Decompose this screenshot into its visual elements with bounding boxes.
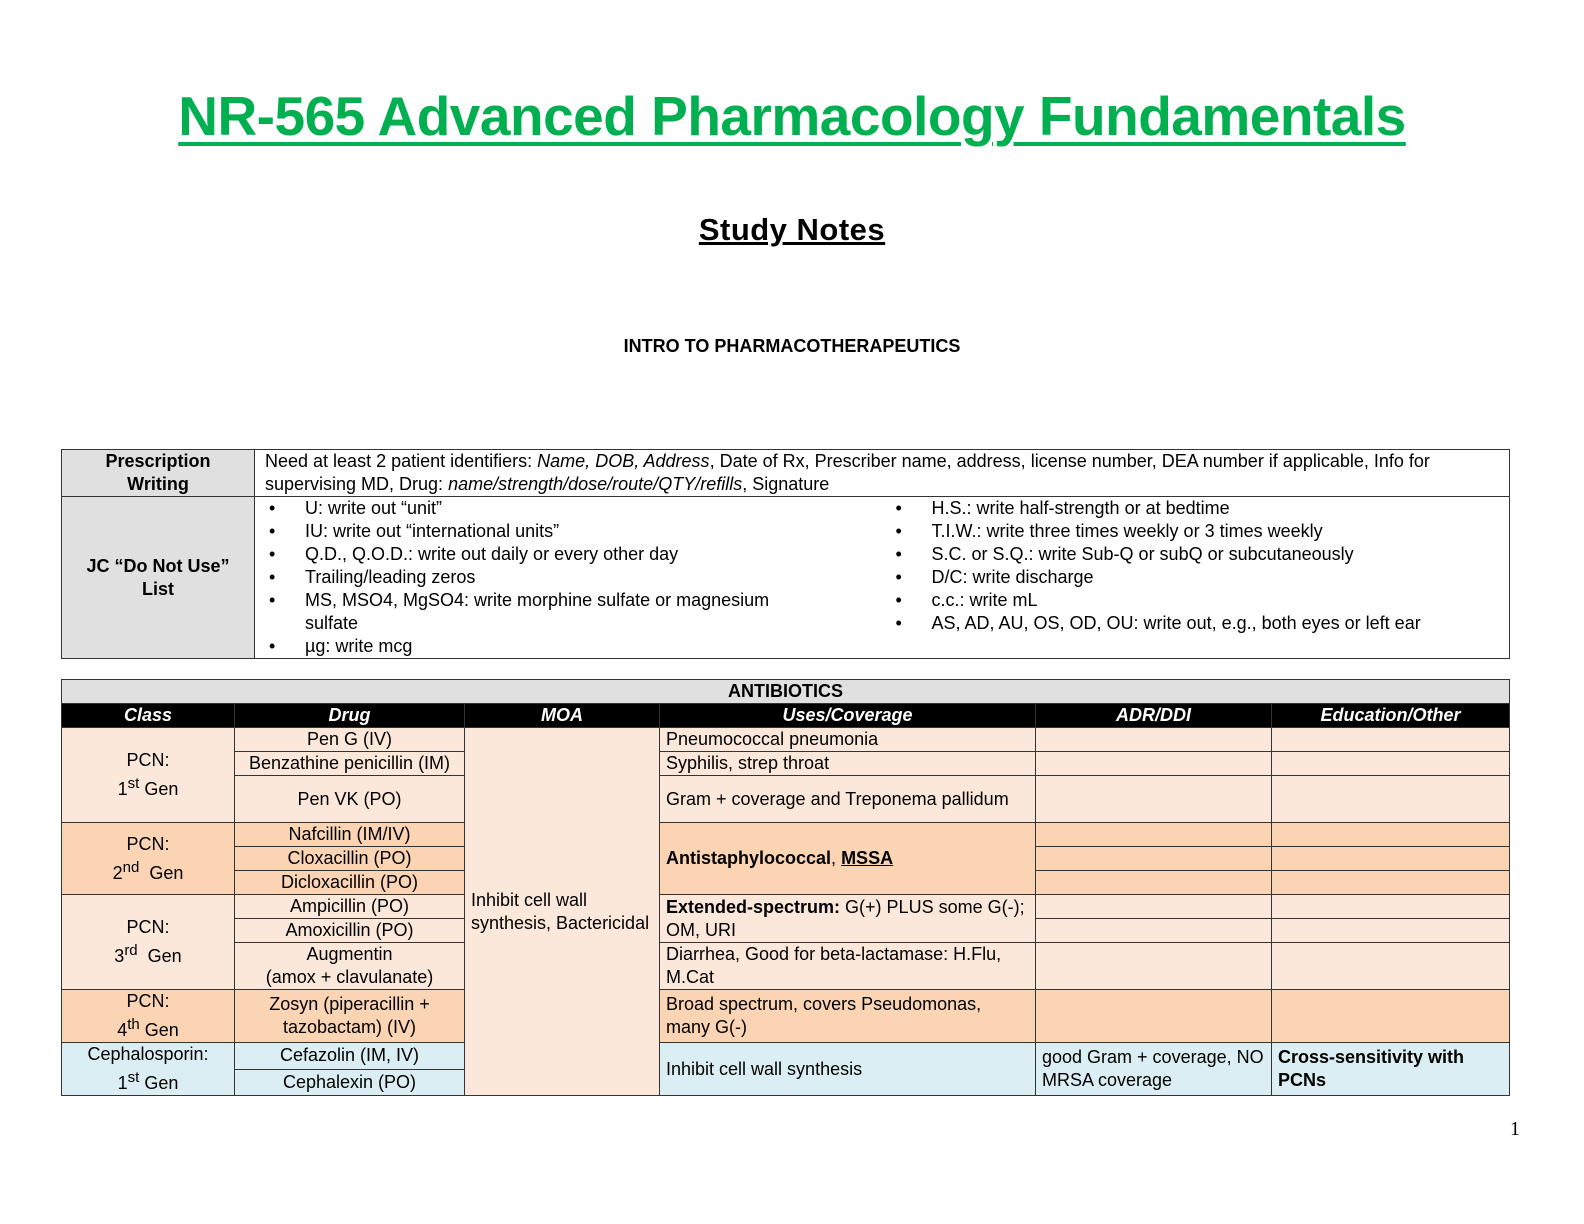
prescription-text-5: , Signature (742, 474, 830, 494)
jc-item: • µg: write mcg (265, 635, 876, 658)
table-row (62, 823, 1510, 847)
gen-word: Gen (139, 862, 184, 883)
gen-word: Gen (139, 1020, 179, 1040)
drug-cell: Cephalexin (PO) (235, 1069, 465, 1096)
table-row (62, 895, 1510, 919)
jc-item: • IU: write out “international units” (265, 520, 876, 543)
jc-row (62, 497, 1510, 659)
prescription-text-2: Name, DOB, Address (537, 451, 710, 471)
uses-cell: Gram + coverage and Treponema pallidum (660, 776, 1036, 823)
drug-cell: Pen G (IV) (235, 728, 465, 752)
adr-cell (1036, 847, 1272, 871)
document-subtitle: Study Notes (698, 212, 886, 247)
gen-number: 1 (117, 779, 128, 799)
drug-cell: Zosyn (piperacillin + tazobactam) (IV) (235, 990, 465, 1043)
jc-label-line2: List (141, 578, 174, 599)
gen-number: 4 (117, 1020, 128, 1040)
class-generation (68, 1066, 228, 1095)
jc-item: • Trailing/leading zeros (265, 566, 876, 589)
adr-cell (1036, 919, 1272, 943)
class-generation (68, 1013, 228, 1042)
gen-word: Gen (139, 779, 179, 799)
class-pcn-3rd-gen (62, 895, 235, 990)
drug-cell: Benzathine penicillin (IM) (235, 752, 465, 776)
jc-item: • c.c.: write mL (892, 589, 1504, 612)
uses-ceph: good Gram + coverage, NO MRSA coverage (1036, 1043, 1272, 1096)
drug-cell: Pen VK (PO) (235, 776, 465, 823)
table-row (62, 776, 1510, 823)
jc-right-list (882, 497, 1510, 659)
document-title: NR-565 Advanced Pharmacology Fundamentals (178, 85, 1406, 147)
gen-word: Gen (137, 946, 182, 966)
jc-left-list (255, 497, 882, 659)
adr-cell (1036, 871, 1272, 895)
drug-cell: Cloxacillin (PO) (235, 847, 465, 871)
jc-item: • MS, MSO4, MgSO4: write morphine sulfate or magnesium sulfate (265, 589, 825, 635)
class-generation (68, 939, 228, 968)
col-header-adr: ADR/DDI (1036, 704, 1272, 728)
adr-cell (1036, 823, 1272, 847)
gen-suffix: th (127, 1016, 140, 1033)
uses-cell: Diarrhea, Good for beta-lactamase: H.Flu, M.Cat (660, 943, 1036, 990)
col-header-class: Class (62, 704, 235, 728)
uses-antistaph (660, 823, 1036, 895)
class-label: Cephalosporin: (87, 1044, 209, 1064)
moa-pcn: Inhibit cell wall synthesis, Bactericidal (465, 728, 660, 1096)
jc-label (62, 497, 255, 659)
gen-suffix: st (127, 775, 140, 792)
prescription-label-line2: Writing (127, 474, 189, 494)
prescription-text-1: Need at least 2 patient identifiers: (265, 451, 538, 471)
adr-cell (1036, 752, 1272, 776)
gen-suffix: nd (122, 858, 140, 876)
jc-item: • D/C: write discharge (892, 566, 1504, 589)
uses-antistaph-sep: , (831, 848, 842, 868)
class-label: PCN: (126, 991, 170, 1011)
section-heading: INTRO TO PHARMACOTHERAPEUTICS (623, 336, 961, 356)
education-cell (1272, 943, 1510, 990)
adr-cell (1036, 990, 1272, 1043)
drug-cell: Cefazolin (IM, IV) (235, 1043, 465, 1070)
adr-cell (1036, 943, 1272, 990)
jc-item: • Q.D., Q.O.D.: write out daily or every other day (265, 543, 876, 566)
prescription-label (62, 450, 255, 497)
drug-augmentin-detail: (amox + clavulanate) (265, 967, 434, 987)
gen-suffix: rd (124, 942, 138, 959)
uses-cell: Pneumococcal pneumonia (660, 728, 1036, 752)
class-pcn-4th-gen (62, 990, 235, 1043)
adr-cell (1036, 776, 1272, 823)
class-label: PCN: (126, 750, 170, 770)
table-row (62, 943, 1510, 990)
prescription-text-3: , Date of Rx, Prescriber name, address, license number, DEA number if applicable, Info for supervising MD, Drug: (265, 451, 1430, 494)
education-cell (1272, 990, 1510, 1043)
adr-cell (1036, 895, 1272, 919)
prescription-text (255, 450, 1510, 497)
drug-cell: Nafcillin (IM/IV) (235, 823, 465, 847)
uses-cell: Syphilis, strep throat (660, 752, 1036, 776)
drug-cell: Ampicillin (PO) (235, 895, 465, 919)
class-label: PCN: (126, 917, 170, 937)
education-cell (1272, 847, 1510, 871)
class-pcn-2nd-gen (62, 823, 235, 895)
drug-cell (235, 943, 465, 990)
education-cell (1272, 919, 1510, 943)
col-header-education: Education/Other (1272, 704, 1510, 728)
class-pcn-1st-gen (62, 728, 235, 823)
prescription-row (62, 450, 1510, 497)
class-cephalosporin-1st-gen (62, 1043, 235, 1096)
gen-number: 3 (114, 946, 125, 966)
jc-item: • H.S.: write half-strength or at bedtime (892, 497, 1504, 520)
antibiotics-caption: ANTIBIOTICS (62, 680, 1510, 704)
adr-cell (1036, 728, 1272, 752)
col-header-drug: Drug (235, 704, 465, 728)
table-row (62, 1043, 1510, 1070)
education-cell (1272, 895, 1510, 919)
uses-antistaph-bold: Antistaphylococcal (666, 848, 832, 868)
education-cell (1272, 728, 1510, 752)
page-number: 1 (1510, 1118, 1520, 1140)
drug-augmentin: Augmentin (306, 944, 393, 964)
uses-antistaph-mssa: MSSA (841, 848, 894, 868)
jc-item: • S.C. or S.Q.: write Sub-Q or subQ or subcutaneously (892, 543, 1504, 566)
prescription-text-4: name/strength/dose/route/QTY/refills (448, 474, 743, 494)
uses-cell: Broad spectrum, covers Pseudomonas, many G(-) (660, 990, 1036, 1043)
col-header-uses: Uses/Coverage (660, 704, 1036, 728)
antibiotics-header-row (62, 704, 1510, 728)
jc-item: • U: write out “unit” (265, 497, 876, 520)
education-cell (1272, 823, 1510, 847)
intro-table (61, 449, 1510, 659)
class-generation (68, 772, 228, 801)
class-generation (68, 856, 228, 885)
moa-ceph: Inhibit cell wall synthesis (660, 1043, 1036, 1096)
jc-label-line1: JC “Do Not Use” (86, 555, 230, 576)
jc-item: • AS, AD, AU, OS, OD, OU: write out, e.g., both eyes or left ear (892, 612, 1504, 635)
gen-number: 1 (117, 1073, 128, 1093)
uses-extended-bold: Extended-spectrum: (666, 896, 841, 917)
uses-extended-text: G(+) PLUS some G(-); OM, URI (666, 896, 1025, 940)
table-row (62, 752, 1510, 776)
col-header-moa: MOA (465, 704, 660, 728)
gen-number: 2 (112, 862, 123, 883)
uses-extended (660, 895, 1036, 943)
table-row (62, 728, 1510, 752)
education-cell (1272, 752, 1510, 776)
drug-cell: Dicloxacillin (PO) (235, 871, 465, 895)
jc-item: • T.I.W.: write three times weekly or 3 times weekly (892, 520, 1504, 543)
gen-suffix: st (127, 1069, 140, 1086)
prescription-label-line1: Prescription (105, 451, 211, 471)
education-cell (1272, 776, 1510, 823)
antibiotics-table (61, 679, 1510, 1096)
table-row (62, 990, 1510, 1043)
education-cell (1272, 871, 1510, 895)
class-label: PCN: (126, 833, 170, 854)
adr-ceph: Cross-sensitivity with PCNs (1272, 1043, 1510, 1096)
drug-cell: Amoxicillin (PO) (235, 919, 465, 943)
gen-word: Gen (139, 1073, 179, 1093)
